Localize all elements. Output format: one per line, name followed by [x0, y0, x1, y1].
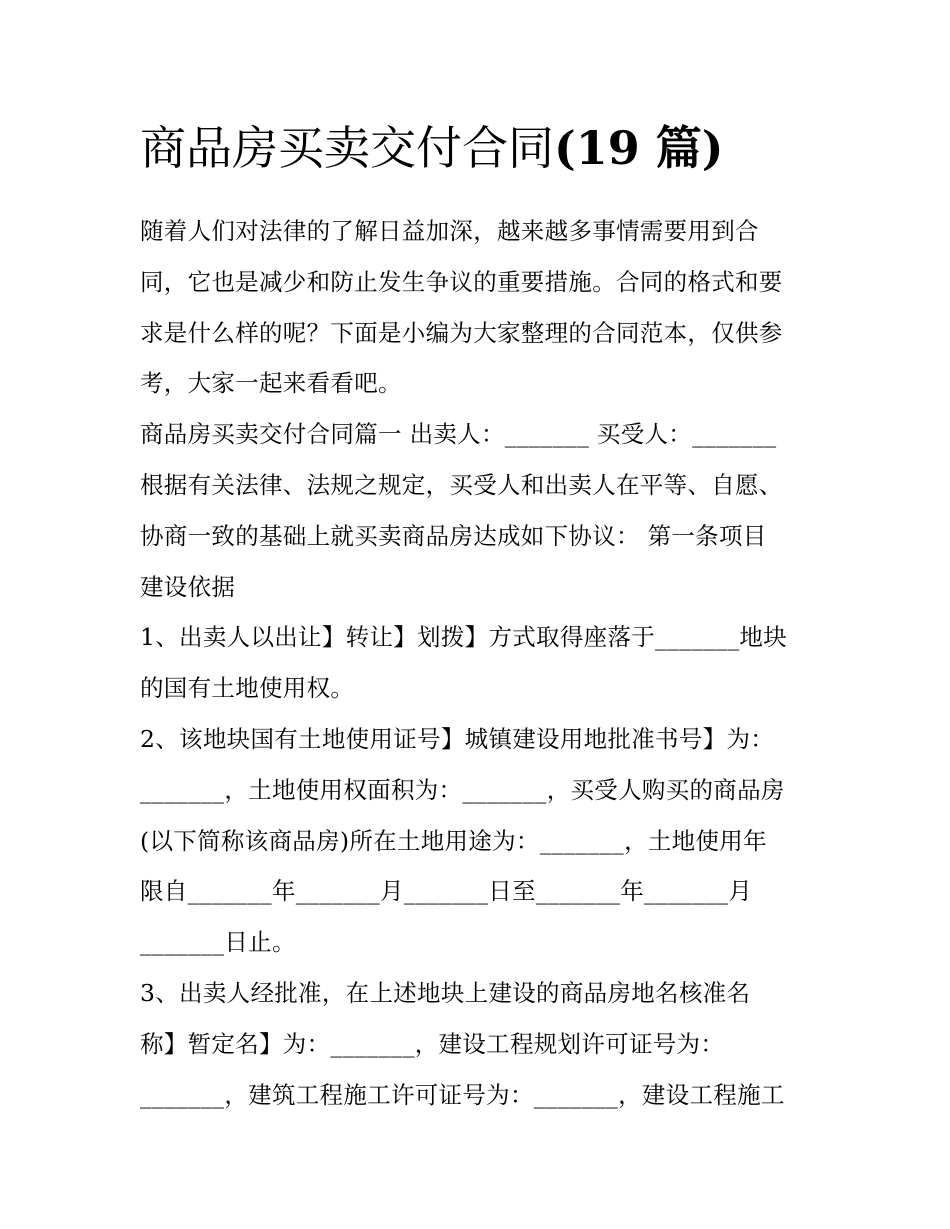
title-count: (19 篇): [554, 121, 724, 175]
document-page: [140, 118, 820, 1120]
intro-paragraph: 随着人们对法律的了解日益加深，越来越多事情需要用到合 同，它也是减少和防止发生争议的重要措施。合同的格式和要 求是什么样的呢？下面是小编为大家整理的合同范本，仅供参 考，大家一起来看看吧。: [140, 217, 783, 398]
contract-header-paragraph: 商品房买卖交付合同篇一 出卖人：_______ 买受人：_______ 根据有关法律、法规之规定，买受人和出卖人在平等、自愿、 协商一致的基础上就买卖商品房达成如下协议： 第一条项目 建设依据: [140, 420, 783, 601]
clause-1-paragraph: 1、出卖人以出让】转让】划拨】方式取得座落于_______地块 的国有土地使用权。: [140, 623, 788, 703]
title-main: 商品房买卖交付合同: [140, 121, 554, 175]
clause-3-paragraph: 3、出卖人经批准，在上述地块上建设的商品房地名核准名 称】暂定名】为：_______，建设工程规划许可证号为： _______，建筑工程施工许可证号为：_______，建设工程施工: [140, 978, 785, 1109]
clause-2-paragraph: 2、该地块国有土地使用证号】城镇建设用地批准书号】为： _______，土地使用权面积为：_______，买受人购买的商品房 (以下简称该商品房)所在土地用途为：_______，土地使用年 限自_______年_______月_______日至_______年_______月 _______日止。: [140, 724, 785, 957]
document-title: [140, 118, 820, 178]
